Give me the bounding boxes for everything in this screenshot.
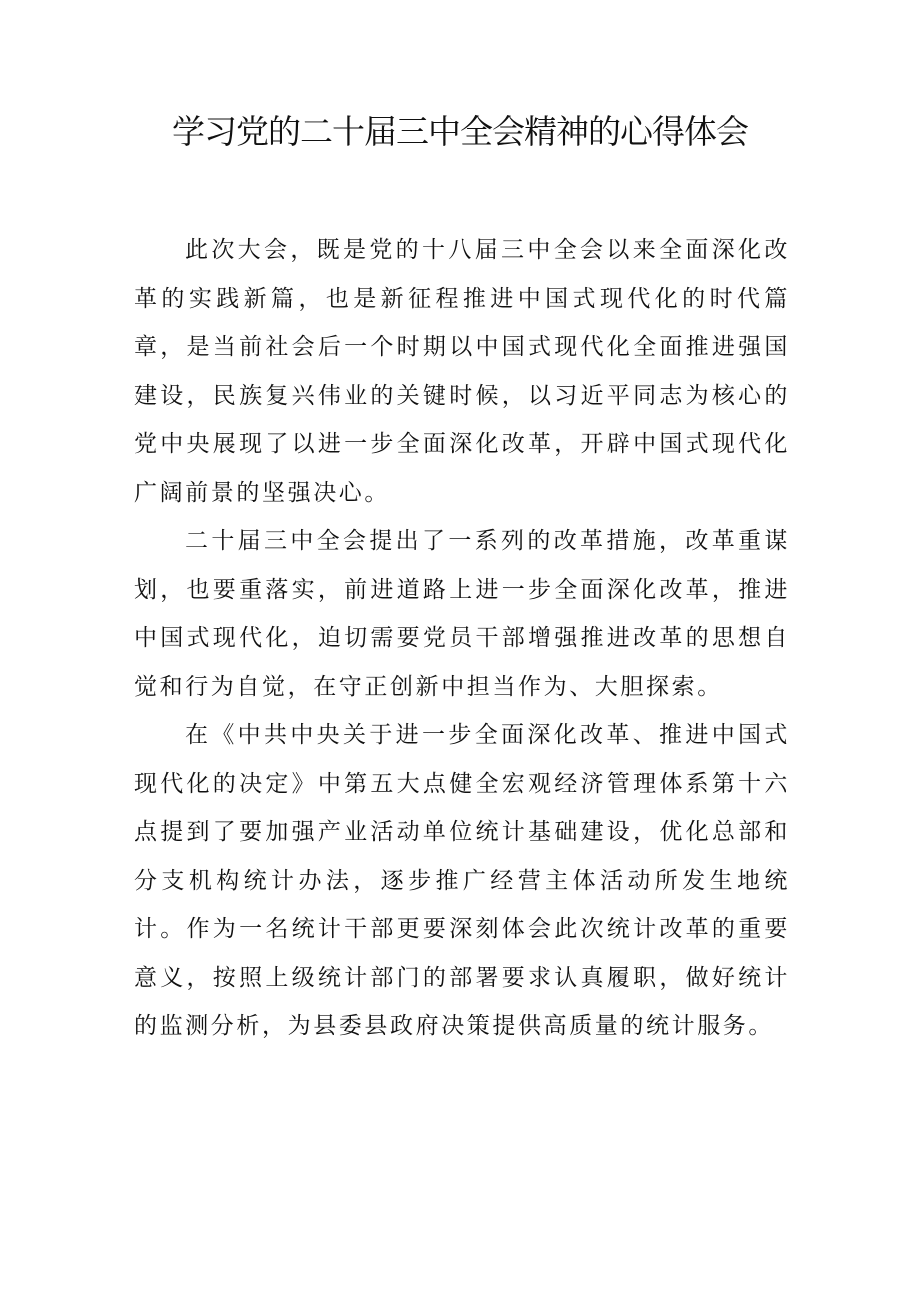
paragraph-2: 二十届三中全会提出了一系列的改革措施，改革重谋划，也要重落实，前进道路上进一步全面深化改革，推进中国式现代化，迫切需要党员干部增强推进改革的思想自觉和行为自觉，在守正创新中担当作为、大胆探索。 (134, 528, 790, 700)
document-body (134, 226, 790, 1051)
document-title: 学习党的二十届三中全会精神的心得体会 (172, 112, 748, 151)
paragraph-3: 在《中共中央关于进一步全面深化改革、推进中国式现代化的决定》中第五大点健全宏观经济管理体系第十六点提到了要加强产业活动单位统计基础建设，优化总部和分支机构统计办法，逐步推广经营主体活动所发生地统计。作为一名统计干部更要深刻体会此次统计改革的重要意义，按照上级统计部门的部署要求认真履职，做好统计的监测分析，为县委县政府决策提供高质量的统计服务。 (134, 722, 790, 1039)
paragraph-1: 此次大会，既是党的十八届三中全会以来全面深化改革的实践新篇，也是新征程推进中国式现代化的时代篇章，是当前社会后一个时期以中国式现代化全面推进强国建设，民族复兴伟业的关键时候，以习近平同志为核心的党中央展现了以进一步全面深化改革，开辟中国式现代化广阔前景的坚强决心。 (134, 237, 790, 506)
